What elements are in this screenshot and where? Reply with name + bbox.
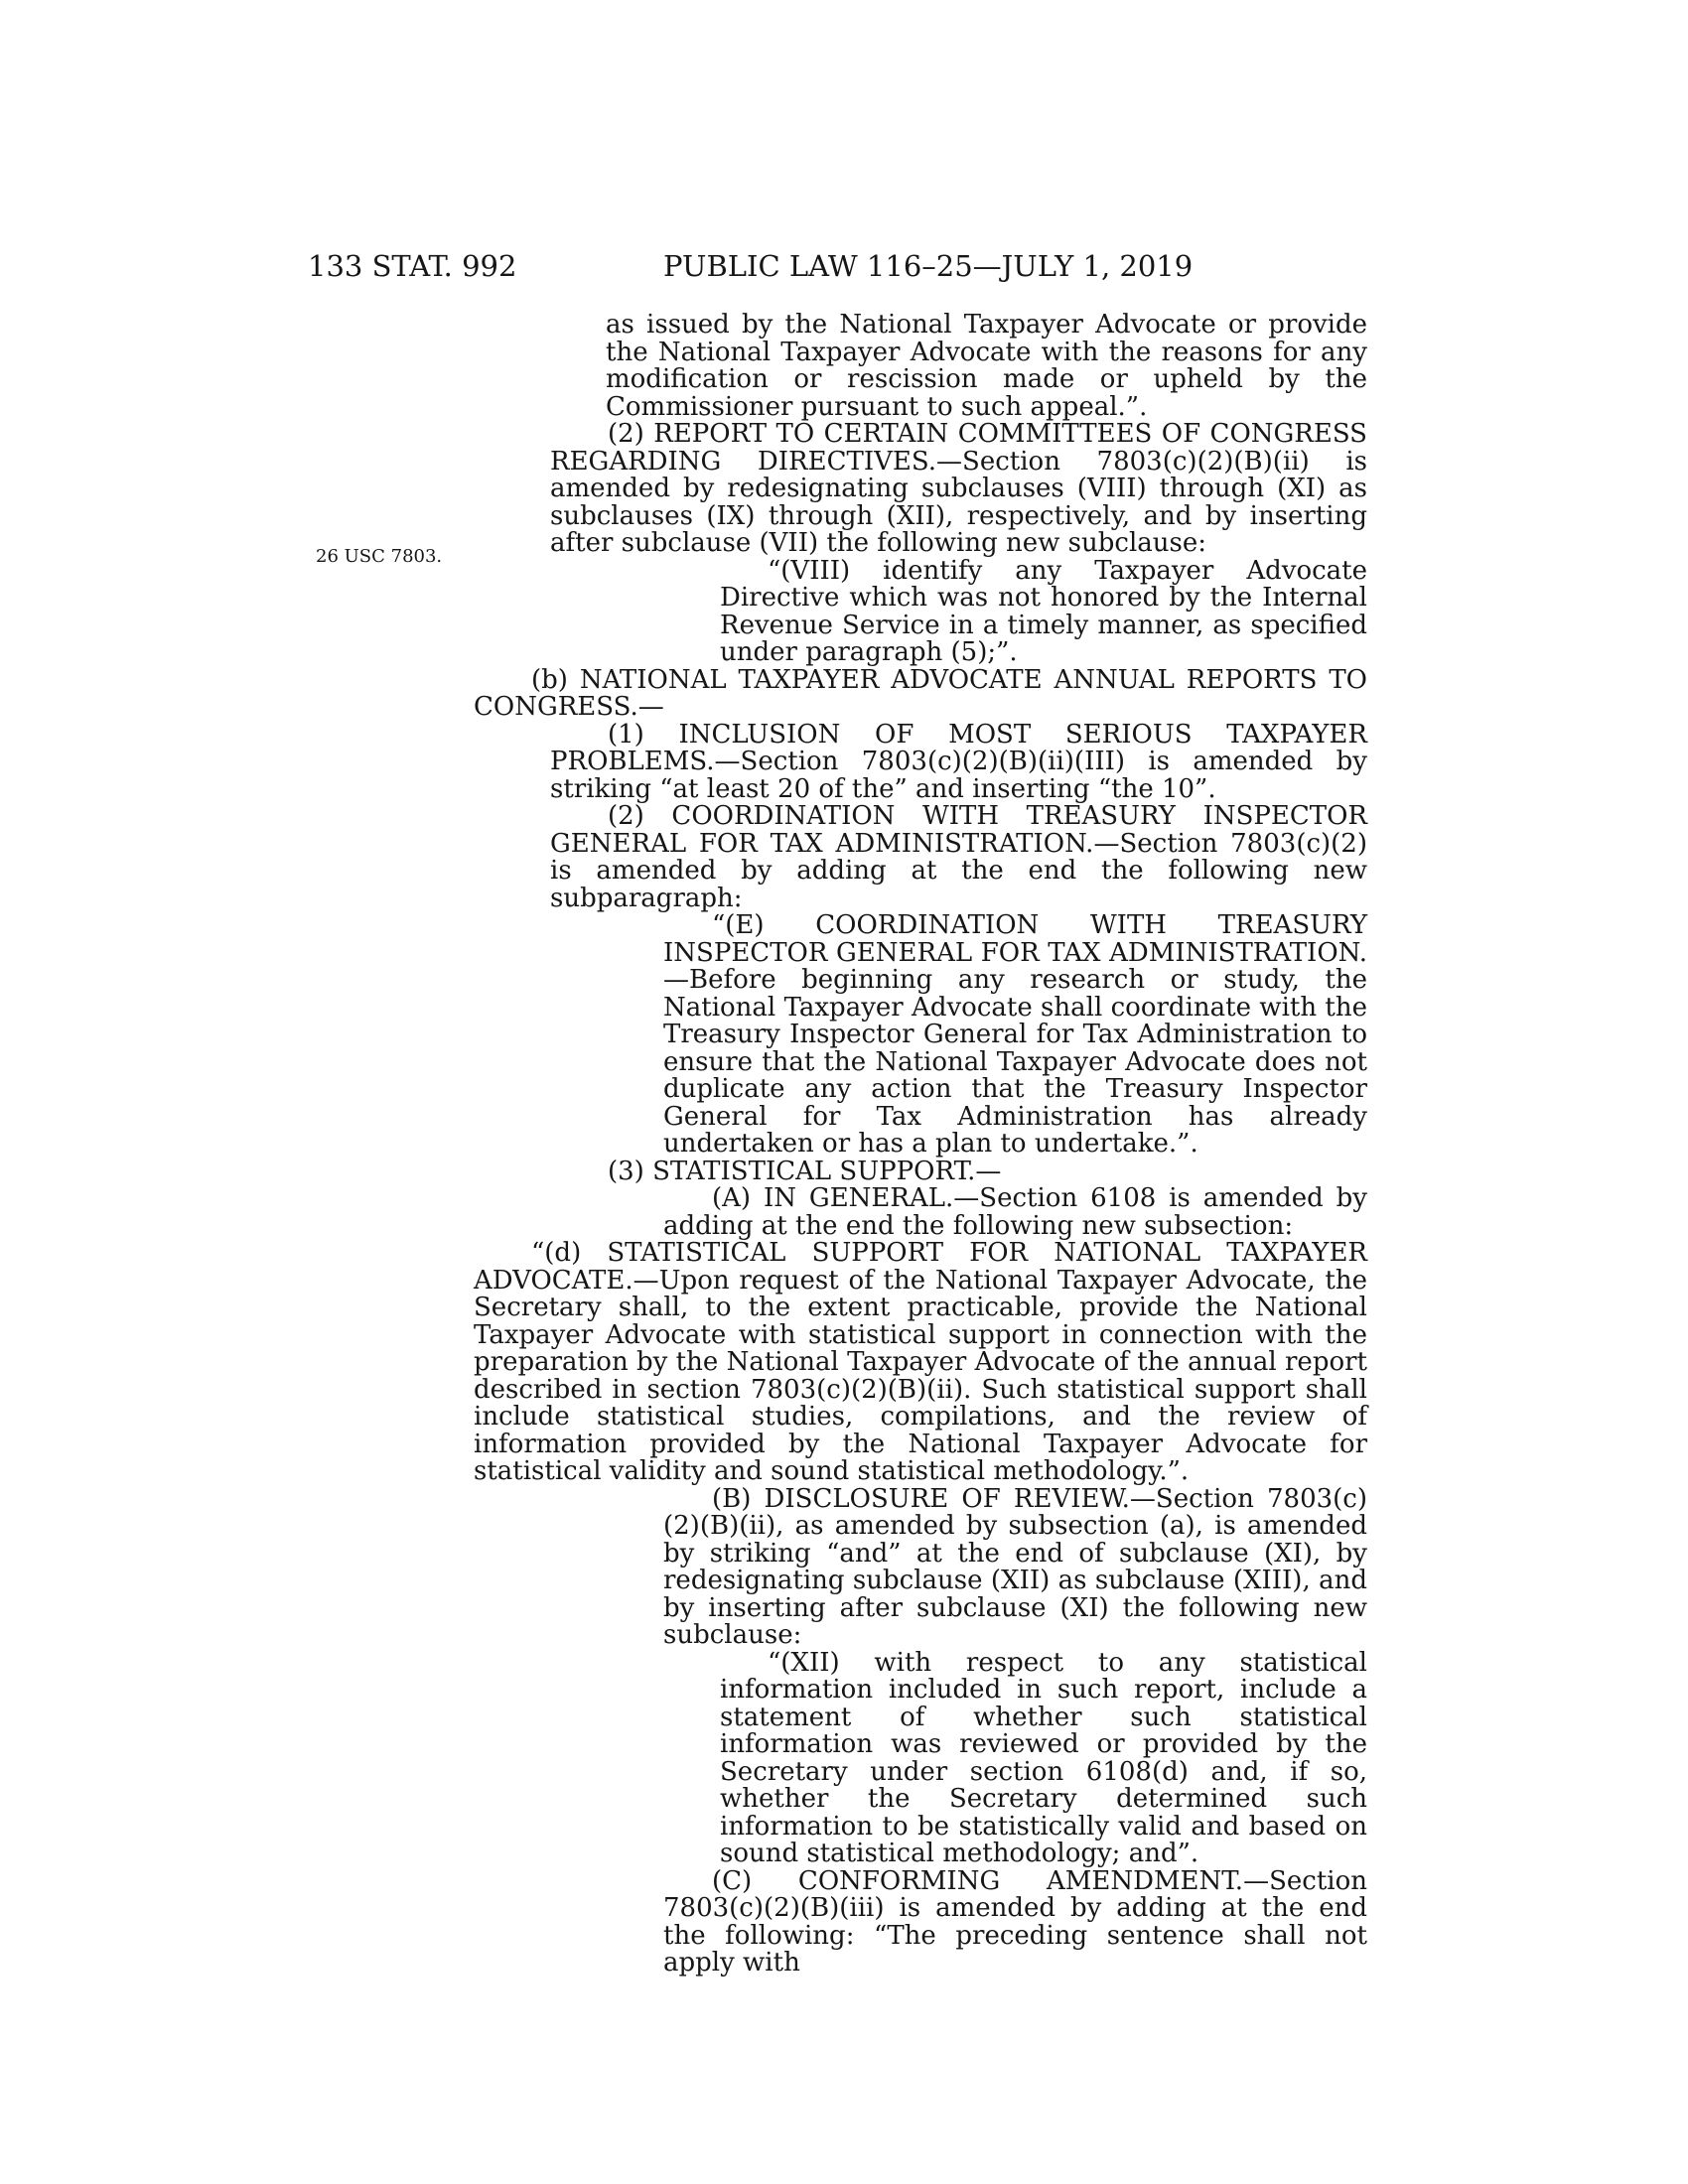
subparagraph-b3b: (B) DISCLOSURE OF REVIEW.—Section 7803(c)(2)(B)(ii), as amended by subsection (a), is amended by striking “and” at the end of subclause (XI), by redesignating subclause (XII) as subclause (XIII), and by inserting after subclause (XI) the following new subclause: [663,1483,1367,1650]
subclause-viii-quote: “(VIII) identify any Taxpayer Advocate Directive which was not honored by the Internal Revenue Service in a timely manner, as specified under paragraph (5);”. [720,555,1367,667]
subparagraph-b3c: (C) CONFORMING AMENDMENT.—Section 7803(c)(2)(B)(iii) is amended by adding at the end the following: “The preceding sentence shall not apply with [663,1865,1367,1978]
paragraph-b2: (2) COORDINATION WITH TREASURY INSPECTOR GENERAL FOR TAX ADMINISTRATION.—Section 7803(c)(2) is amended by adding at the end the following new subparagraph: [550,801,1367,913]
subparagraph-e-quote: “(E) COORDINATION WITH TREASURY INSPECTOR GENERAL FOR TAX ADMINISTRATION.—Before beginning any research or study, the National Taxpayer Advocate shall coordinate with the Treasury Inspector General for Tax Administration to ensure that the National Taxpayer Advocate does not duplicate any action that the Treasury Inspector General for Tax Administration has already undertaken or has a plan to undertake.”. [663,910,1367,1159]
subsection-d-quote: “(d) STATISTICAL SUPPORT FOR NATIONAL TAXPAYER ADVOCATE.—Upon request of the National Taxpayer Advocate, the Secretary shall, to the extent practicable, provide the National Taxpayer Advocate with statistical support in connection with the preparation by the National Taxpayer Advocate of the annual report described in section 7803(c)(2)(B)(ii). Such statistical support shall include statistical studies, compilations, and the review of information provided by the National Taxpayer Advocate for statistical validity and sound statistical methodology.”. [474,1238,1367,1486]
margin-citation: 26 USC 7803. [316,546,443,567]
subparagraph-b3a: (A) IN GENERAL.—Section 6108 is amended by adding at the end the following new subsection: [663,1183,1367,1241]
page-number-stat: 133 STAT. 992 [308,249,517,283]
statute-body [474,312,1367,1978]
paragraph-a2: (2) REPORT TO CERTAIN COMMITTEES OF CONGRESS REGARDING DIRECTIVES.—Section 7803(c)(2)(B)(ii) is amended by redesignating subclauses (VIII) through (XI) as subclauses (IX) through (XII), respectively, and by inserting after subclause (VII) the following new subclause: [550,419,1367,558]
subsection-b-heading: (b) NATIONAL TAXPAYER ADVOCATE ANNUAL REPORTS TO CONGRESS.— [474,664,1367,722]
paragraph-b3: (3) STATISTICAL SUPPORT.— [608,1156,1002,1186]
running-header: PUBLIC LAW 116–25—JULY 1, 2019 [663,249,1194,283]
paragraph-continuation: as issued by the National Taxpayer Advocate or provide the National Taxpayer Advocate with the reasons for any modification or rescission made or upheld by the Commissioner pursuant to such appeal.”. [606,310,1367,422]
subclause-xii-quote: “(XII) with respect to any statistical information included in such report, include a statement of whether such statistical information was reviewed or provided by the Secretary under section 6108(d) and, if so, whether the Secretary determined such information to be statistically valid and based on sound statistical methodology; and”. [720,1647,1367,1868]
paragraph-b1: (1) INCLUSION OF MOST SERIOUS TAXPAYER PROBLEMS.—Section 7803(c)(2)(B)(ii)(III) is amended by striking “at least 20 of the” and inserting “the 10”. [550,719,1367,804]
